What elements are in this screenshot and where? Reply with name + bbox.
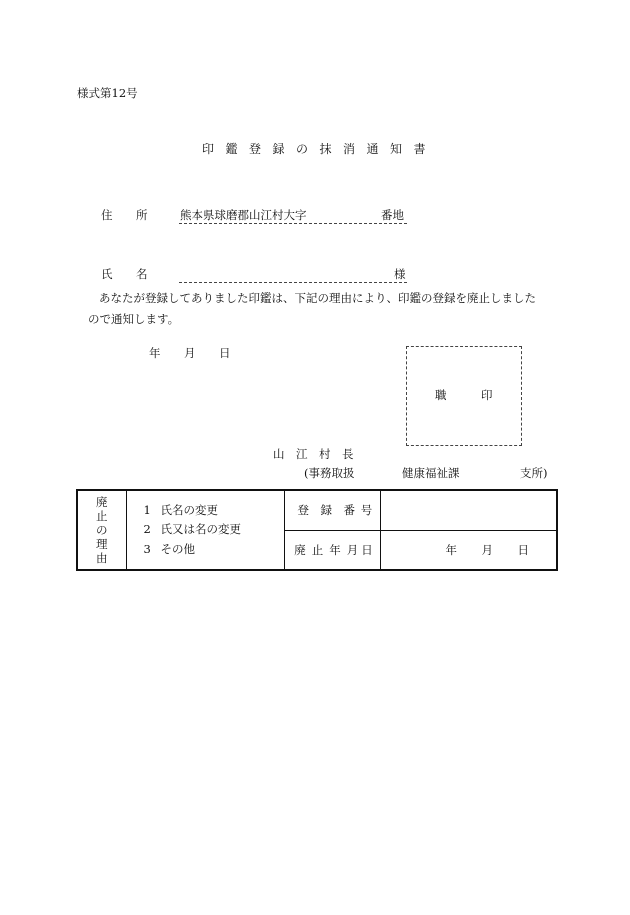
issuer-office-dept: 健康福祉課 <box>402 466 460 480</box>
issuer-title <box>273 449 354 461</box>
abolition-label-char: 日 <box>361 542 373 557</box>
reg-label-char: 録 <box>320 503 332 518</box>
reason-option-number: 2 <box>143 522 151 537</box>
date-month: 月 <box>184 346 196 360</box>
title-char: 通 <box>366 142 379 156</box>
date-year: 年 <box>149 346 161 360</box>
name-label-char: 名 <box>136 267 148 281</box>
reason-option-text: その他 <box>160 541 195 556</box>
reason-heading-char: 止 <box>96 508 108 523</box>
abolition-date-value[interactable] <box>380 530 557 570</box>
issuer-office-suffix: 支所) <box>520 466 548 480</box>
body-text-line2: ので通知します。 <box>88 312 180 326</box>
address-value[interactable]: 熊本県球磨郡山江村大字 <box>180 208 307 222</box>
abolition-day: 日 <box>517 542 529 557</box>
abolition-label-char: 月 <box>346 542 359 557</box>
date-day: 日 <box>219 346 231 360</box>
registration-number-label <box>284 490 380 530</box>
issuer-title-char: 江 <box>296 447 308 461</box>
issuer-office-prefix: (事務取扱 <box>304 466 355 480</box>
name-label-char: 氏 <box>101 267 113 281</box>
address-underline <box>179 223 407 224</box>
notice-date <box>149 348 231 360</box>
issuer-title-char: 長 <box>342 447 354 461</box>
abolition-month: 月 <box>481 542 493 557</box>
reason-option-number: 3 <box>143 541 151 556</box>
title-char: 書 <box>413 142 426 156</box>
address-label-char: 住 <box>101 208 113 222</box>
reason-options <box>126 490 284 570</box>
reason-heading-char: の <box>96 522 108 537</box>
abolition-date-label <box>284 530 380 570</box>
title-char: 印 <box>202 142 215 156</box>
abolition-label-char: 年 <box>329 542 341 557</box>
reg-label-char: 番 <box>343 503 355 518</box>
body-text-line1: あなたが登録してありました印鑑は、下記の理由により、印鑑の登録を廃止しました <box>99 291 536 305</box>
reg-label-char: 登 <box>297 503 309 518</box>
address-label-char: 所 <box>136 208 148 222</box>
title-char: 録 <box>272 142 285 156</box>
title-char: 登 <box>249 142 262 156</box>
reason-option-text: 氏名の変更 <box>160 502 218 517</box>
seal-label-2: 印 <box>481 388 493 402</box>
seal-label-1: 職 <box>435 388 447 402</box>
reason-heading-char: 理 <box>96 537 108 551</box>
name-suffix: 様 <box>394 267 406 281</box>
reason-table <box>76 489 558 571</box>
reason-option[interactable] <box>144 520 284 540</box>
official-seal-label <box>435 390 493 402</box>
reason-option[interactable] <box>144 540 284 560</box>
registration-number-value[interactable] <box>380 490 557 530</box>
issuer-title-char: 村 <box>319 447 331 461</box>
reason-heading <box>77 490 126 570</box>
abolition-year: 年 <box>445 542 457 557</box>
reason-option-text: 氏又は名の変更 <box>160 522 241 537</box>
abolition-label-char: 廃 <box>294 542 306 557</box>
title-char: 鑑 <box>225 142 238 156</box>
title-char: の <box>296 142 309 156</box>
reason-heading-char: 廃 <box>96 494 108 509</box>
title-char: 消 <box>343 142 356 156</box>
name-label <box>101 269 148 281</box>
name-underline <box>179 282 407 283</box>
title-char: 知 <box>390 142 403 156</box>
issuer-title-char: 山 <box>273 447 285 461</box>
reason-heading-char: 由 <box>96 551 108 566</box>
document-title <box>202 143 426 155</box>
form-number: 様式第12号 <box>77 86 138 100</box>
abolition-label-char: 止 <box>311 542 324 557</box>
name-field[interactable] <box>180 269 380 282</box>
address-suffix: 番地 <box>381 208 404 222</box>
reg-label-char: 号 <box>360 503 373 518</box>
title-char: 抹 <box>319 142 332 156</box>
reason-option[interactable] <box>144 501 284 521</box>
reason-option-number: 1 <box>143 502 151 517</box>
address-label <box>101 210 148 222</box>
